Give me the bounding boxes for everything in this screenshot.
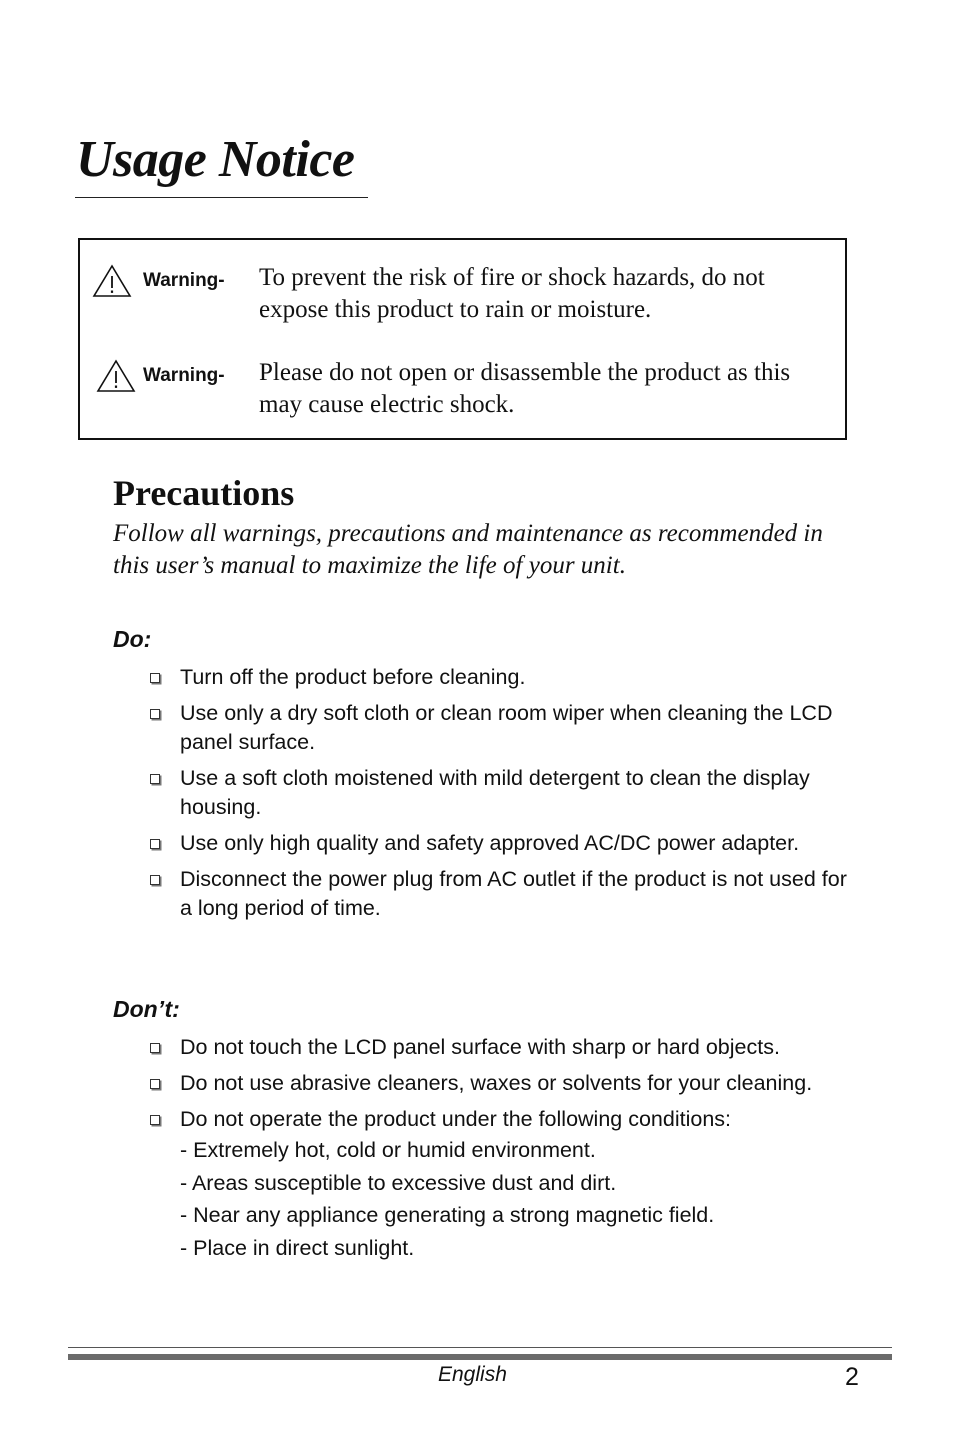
list-item-text: Do not operate the product under the following conditions:: [180, 1107, 732, 1131]
list-item: [148, 663, 863, 692]
list-item: [148, 1069, 863, 1098]
list-item-text: Turn off the product before cleaning.: [180, 665, 526, 689]
list-item: [148, 865, 863, 923]
condition-item: - Extremely hot, cold or humid environment.: [180, 1138, 596, 1162]
list-item: [148, 1105, 863, 1263]
do-list: [148, 663, 863, 930]
warning-triangle-icon: [92, 264, 132, 298]
checkbox-bullet-icon: [150, 774, 160, 784]
footer-bar: [68, 1354, 892, 1360]
footer-divider: [68, 1347, 892, 1348]
precautions-intro: Follow all warnings, precautions and maintenance as recommended in this user’s manual to maximize the life of your unit.: [113, 520, 823, 579]
warning-triangle-icon: [96, 359, 136, 393]
title-underline: [75, 197, 368, 198]
checkbox-bullet-icon: [150, 673, 160, 683]
list-item-text: Use only high quality and safety approved AC/DC power adapter.: [180, 831, 800, 855]
list-item-text: Do not use abrasive cleaners, waxes or solvents for your cleaning.: [180, 1071, 813, 1095]
checkbox-bullet-icon: [150, 1079, 160, 1089]
list-item-text: Do not touch the LCD panel surface with sharp or hard objects.: [180, 1035, 780, 1059]
warning-text: To prevent the risk of fire or shock hazards, do not expose this product to rain or moisture.: [259, 264, 765, 323]
condition-item: - Areas susceptible to excessive dust and dirt.: [180, 1170, 617, 1195]
do-heading: Do:: [113, 626, 152, 652]
checkbox-bullet-icon: [150, 875, 160, 885]
conditions-list: [180, 1136, 863, 1263]
list-item: [148, 764, 863, 822]
list-item-text: Disconnect the power plug from AC outlet if the product is not used for a long period of time.: [180, 867, 847, 920]
checkbox-bullet-icon: [150, 709, 160, 719]
checkbox-bullet-icon: [150, 839, 160, 849]
list-item-text: Use only a dry soft cloth or clean room wiper when cleaning the LCD panel surface.: [180, 701, 833, 754]
page-title: Usage Notice: [76, 131, 355, 188]
condition-item: - Place in direct sunlight.: [180, 1235, 415, 1260]
list-item: [148, 699, 863, 757]
list-item: [148, 1033, 863, 1062]
dont-heading: Don’t:: [113, 996, 180, 1022]
page-number: 2: [845, 1363, 859, 1391]
checkbox-bullet-icon: [150, 1115, 160, 1125]
checkbox-bullet-icon: [150, 1043, 160, 1053]
warning-box: [78, 238, 847, 440]
warning-label: Warning-: [143, 270, 225, 291]
condition-item: - Near any appliance generating a strong magnetic field.: [180, 1203, 715, 1227]
list-item: [148, 829, 863, 858]
warning-label: Warning-: [143, 365, 225, 386]
warning-text: Please do not open or disassemble the product as this may cause electric shock.: [259, 359, 791, 418]
dont-list: [148, 1033, 863, 1266]
precautions-heading: Precautions: [113, 473, 295, 513]
footer-language: English: [438, 1363, 507, 1386]
list-item-text: Use a soft cloth moistened with mild detergent to clean the display housing.: [180, 766, 810, 819]
